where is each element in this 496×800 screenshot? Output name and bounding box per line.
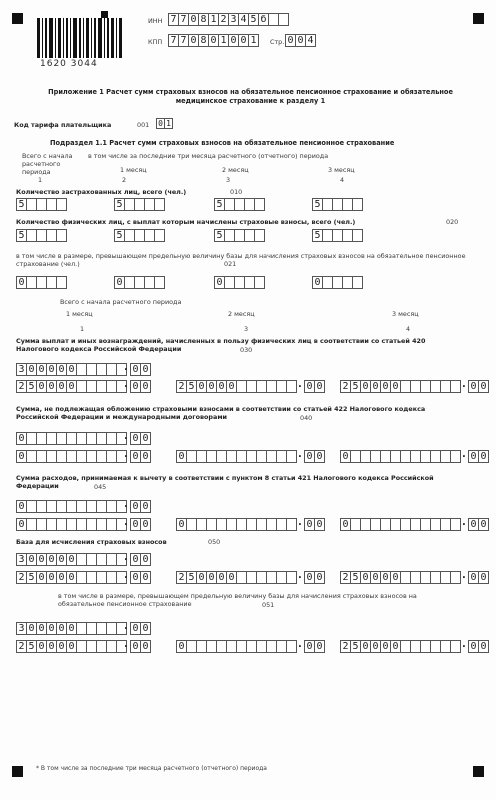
input-cell[interactable] [450,518,461,531]
input-cell[interactable] [450,571,461,584]
kpp-label: КПП [148,38,163,46]
amount-rub-cells [16,380,126,393]
input-cell[interactable] [254,276,265,289]
input-cell[interactable]: 1 [218,34,229,47]
registration-marker-bottom-left [12,766,23,777]
tariff-label: Код тарифа плательщика [14,121,112,129]
input-cell[interactable]: 5 [186,380,197,393]
input-cell[interactable]: 0 [468,380,479,393]
input-cell[interactable]: 3 [16,363,27,376]
input-cell[interactable]: 0 [478,640,489,653]
amount-rub-cells [16,432,126,445]
amount-rub-cells [340,640,460,653]
registration-marker-bottom-right [473,766,484,777]
input-cell[interactable]: 0 [140,363,151,376]
input-cell[interactable] [450,640,461,653]
amount-kop-cells [468,380,488,393]
input-cell[interactable]: 0 [176,518,187,531]
input-cell[interactable]: 0 [56,622,67,635]
input-cell[interactable]: 5 [26,380,37,393]
input-cell[interactable]: 0 [26,553,37,566]
count-cells [16,198,66,211]
amount-kop-cells [468,450,488,463]
input-cell[interactable]: 0 [468,571,479,584]
input-cell[interactable]: 4 [305,34,316,47]
input-cell[interactable]: 0 [140,380,151,393]
input-cell[interactable]: 0 [214,276,225,289]
input-cell[interactable]: 0 [66,553,77,566]
amount-rub-cells [176,450,296,463]
amount-rub-cells [340,571,460,584]
input-cell[interactable]: 0 [156,118,165,129]
input-cell[interactable]: 2 [16,380,27,393]
input-cell[interactable]: 0 [370,571,381,584]
input-cell[interactable] [352,198,363,211]
input-cell[interactable]: 0 [312,276,323,289]
row-020-code: 020 [446,218,459,226]
input-cell[interactable]: 0 [360,571,371,584]
input-cell[interactable]: 0 [390,640,401,653]
decimal-point: . [462,517,466,528]
input-cell[interactable]: 0 [16,450,27,463]
input-cell[interactable]: 0 [140,640,151,653]
amount-kop-cells [130,571,150,584]
input-cell[interactable]: 0 [208,34,219,47]
count-cells [312,229,362,242]
input-cell[interactable]: 0 [140,432,151,445]
appendix-title: Приложение 1 Расчет сумм страховых взносов на обязательное пенсионное страхование и обязательное медицинское страхование к разделу 1 [48,88,453,105]
input-cell[interactable]: 0 [370,640,381,653]
registration-marker-top-mid [101,11,108,18]
decimal-point: . [124,499,128,510]
input-cell[interactable] [286,518,297,531]
input-cell[interactable]: 0 [16,276,27,289]
count-cells [312,198,362,211]
row-045-code: 045 [94,483,107,491]
input-cell[interactable]: 3 [16,622,27,635]
input-cell[interactable]: 0 [16,518,27,531]
count-cells [114,198,164,211]
tariff-value-cells [156,118,172,129]
input-cell[interactable]: 0 [46,363,57,376]
lower-col-n4: 4 [406,325,411,333]
input-cell[interactable]: 0 [130,553,141,566]
input-cell[interactable]: 1 [248,34,259,47]
input-cell[interactable]: 0 [478,450,489,463]
input-cell[interactable] [286,380,297,393]
input-cell[interactable]: 0 [140,571,151,584]
input-cell[interactable]: 5 [26,571,37,584]
amount-kop-cells [304,640,324,653]
input-cell[interactable]: 0 [390,380,401,393]
input-cell[interactable]: 0 [130,518,141,531]
input-cell[interactable]: 0 [380,571,391,584]
decimal-point: . [124,379,128,390]
input-cell[interactable]: 0 [16,500,27,513]
input-cell[interactable]: 0 [56,363,67,376]
col-last-three: в том числе за последние три месяца расчетного (отчетного) периода [88,152,329,160]
input-cell[interactable]: 5 [114,229,125,242]
input-cell[interactable]: 0 [66,380,77,393]
row-030-code: 030 [240,346,253,354]
amount-kop-cells [468,571,488,584]
decimal-point: . [124,517,128,528]
count-cells [214,198,264,211]
input-cell[interactable]: 7 [178,13,189,26]
input-cell[interactable]: 0 [478,518,489,531]
decimal-point: . [462,449,466,460]
input-cell[interactable]: 0 [46,571,57,584]
input-cell[interactable]: 0 [360,640,371,653]
decimal-point: . [298,449,302,460]
amount-kop-cells [130,380,150,393]
row-040-label: Сумма, не подлежащая обложению страховыми взносами в соответствии со статьей 422 Налогового кодекса Российской Федерации и международными договорами [16,405,426,421]
input-cell[interactable]: 0 [216,571,227,584]
amount-kop-cells [130,622,150,635]
amount-rub-cells [16,640,126,653]
count-cells [214,229,264,242]
input-cell[interactable]: 0 [314,380,325,393]
col-m2: 2 месяц [222,166,249,174]
row-040-code: 040 [300,414,313,422]
amount-kop-cells [304,380,324,393]
inn-label: ИНН [148,17,163,25]
input-cell[interactable]: 0 [66,363,77,376]
decimal-point: . [124,621,128,632]
col-m3: 3 месяц [328,166,355,174]
decimal-point: . [124,431,128,442]
input-cell[interactable]: 0 [226,380,237,393]
input-cell[interactable]: 2 [340,571,351,584]
input-cell[interactable]: 0 [114,276,125,289]
row-021-label: в том числе в размере, превышающем предельную величину базы для начисления страховых взносов на обязательное пенсионное страхование (чел.) [16,252,466,268]
input-cell[interactable]: 0 [140,500,151,513]
input-cell[interactable]: 0 [36,363,47,376]
decimal-point: . [462,379,466,390]
barcode-image [37,18,123,58]
input-cell[interactable]: 0 [468,518,479,531]
subsection-title: Подраздел 1.1 Расчет сумм страховых взносов на обязательное пенсионное страхование [50,139,395,147]
input-cell[interactable]: 0 [468,450,479,463]
amount-kop-cells [468,518,488,531]
decimal-point: . [298,639,302,650]
input-cell[interactable] [154,229,165,242]
lower-col-m3: 3 месяц [392,310,419,318]
count-cells [16,229,66,242]
row-051-code: 051 [262,601,275,609]
input-cell[interactable]: 5 [312,198,323,211]
amount-kop-cells [468,640,488,653]
decimal-point: . [298,517,302,528]
lower-col-n3: 3 [244,325,249,333]
input-cell[interactable]: 1 [208,13,219,26]
count-cells [214,276,264,289]
input-cell[interactable] [278,13,289,26]
amount-kop-cells [304,450,324,463]
input-cell[interactable]: 0 [238,34,249,47]
row-021-code: 021 [224,260,237,268]
input-cell[interactable]: 0 [304,640,315,653]
input-cell[interactable] [450,380,461,393]
input-cell[interactable]: 5 [16,229,27,242]
input-cell[interactable]: 2 [340,380,351,393]
col-since-start: Всего с начала расчетного периода [22,152,73,176]
input-cell[interactable]: 0 [380,380,391,393]
input-cell[interactable]: 0 [66,571,77,584]
input-cell[interactable]: 0 [56,640,67,653]
input-cell[interactable]: 1 [164,118,173,129]
input-cell[interactable]: 0 [285,34,296,47]
lower-col-n1: 1 [80,325,85,333]
input-cell[interactable]: 0 [56,553,67,566]
input-cell[interactable]: 0 [304,571,315,584]
input-cell[interactable]: 5 [214,229,225,242]
input-cell[interactable]: 0 [196,380,207,393]
input-cell[interactable]: 0 [380,640,391,653]
input-cell[interactable]: 5 [26,640,37,653]
input-cell[interactable]: 0 [140,450,151,463]
input-cell[interactable]: 0 [36,553,47,566]
input-cell[interactable]: 0 [360,380,371,393]
input-cell[interactable]: 5 [350,571,361,584]
amount-kop-cells [304,518,324,531]
lower-col-m1: 1 месяц [66,310,93,318]
input-cell[interactable]: 5 [350,380,361,393]
row-050-code: 050 [208,538,221,546]
input-cell[interactable]: 0 [130,432,141,445]
page-digit-cells [285,34,315,47]
decimal-point: . [124,570,128,581]
input-cell[interactable]: 2 [16,640,27,653]
row-010-code: 010 [230,188,243,196]
input-cell[interactable]: 2 [218,13,229,26]
input-cell[interactable]: 0 [304,380,315,393]
amount-kop-cells [130,450,150,463]
input-cell[interactable]: 8 [198,13,209,26]
input-cell[interactable]: 0 [26,622,37,635]
amount-rub-cells [16,450,126,463]
input-cell[interactable]: 2 [16,571,27,584]
input-cell[interactable]: 0 [140,622,151,635]
col-m1: 1 месяц [120,166,147,174]
input-cell[interactable] [352,229,363,242]
input-cell[interactable] [286,450,297,463]
input-cell[interactable] [154,276,165,289]
input-cell[interactable]: 0 [36,380,47,393]
decimal-point: . [462,639,466,650]
registration-marker-top-right [473,13,484,24]
input-cell[interactable]: 0 [176,450,187,463]
decimal-point: . [462,570,466,581]
input-cell[interactable]: 0 [56,380,67,393]
input-cell[interactable]: 0 [340,450,351,463]
lower-col-m2: 2 месяц [228,310,255,318]
input-cell[interactable] [352,276,363,289]
amount-rub-cells [340,518,460,531]
amount-rub-cells [16,363,126,376]
input-cell[interactable] [56,229,67,242]
row-020-label: Количество физических лиц, с выплат которым начислены страховые взносы, всего (чел.) [16,218,356,226]
input-cell[interactable]: 0 [16,432,27,445]
input-cell[interactable]: 0 [36,640,47,653]
input-cell[interactable]: 0 [176,640,187,653]
input-cell[interactable] [154,198,165,211]
input-cell[interactable]: 0 [140,518,151,531]
amount-rub-cells [16,518,126,531]
input-cell[interactable]: 0 [46,553,57,566]
amount-kop-cells [304,571,324,584]
barcode-number: 1620 3044 [40,59,98,69]
input-cell[interactable] [254,198,265,211]
input-cell[interactable]: 0 [56,571,67,584]
input-cell[interactable]: 0 [370,380,381,393]
amount-rub-cells [16,571,126,584]
kpp-digit-cells [168,34,258,47]
input-cell[interactable] [286,571,297,584]
count-cells [16,276,66,289]
input-cell[interactable]: 7 [178,34,189,47]
amount-rub-cells [16,553,126,566]
row-051-label: в том числе в размере, превышающем предельную величину базы для начисления страховых взносов на обязательное пенсионное страхование [58,592,417,608]
input-cell[interactable]: б [258,13,269,26]
amount-kop-cells [130,553,150,566]
input-cell[interactable]: 7 [168,34,179,47]
amount-rub-cells [16,622,126,635]
input-cell[interactable]: 3 [16,553,27,566]
amount-rub-cells [340,450,460,463]
input-cell[interactable]: 5 [214,198,225,211]
count-cells [114,229,164,242]
input-cell[interactable]: 0 [226,571,237,584]
amount-kop-cells [130,500,150,513]
decimal-point: . [124,362,128,373]
amount-kop-cells [130,432,150,445]
input-cell[interactable]: 0 [66,622,77,635]
input-cell[interactable]: 5 [248,13,259,26]
count-cells [312,276,362,289]
input-cell[interactable]: 0 [130,380,141,393]
decimal-point: . [124,449,128,460]
input-cell[interactable]: 0 [295,34,306,47]
input-cell[interactable] [450,450,461,463]
input-cell[interactable]: 0 [26,363,37,376]
page-label: Стр. [270,38,285,46]
input-cell[interactable]: 0 [314,640,325,653]
input-cell[interactable]: 0 [390,571,401,584]
input-cell[interactable]: 2 [340,640,351,653]
amount-kop-cells [130,640,150,653]
registration-marker-top-left [12,13,23,24]
input-cell[interactable]: 2 [176,571,187,584]
input-cell[interactable]: 0 [314,571,325,584]
input-cell[interactable]: 5 [114,198,125,211]
input-cell[interactable] [286,640,297,653]
input-cell[interactable] [254,229,265,242]
input-cell[interactable]: 8 [198,34,209,47]
decimal-point: . [298,379,302,390]
amount-rub-cells [176,518,296,531]
col-n2: 2 [122,176,127,184]
input-cell[interactable]: 0 [130,500,141,513]
row-045-label: Сумма расходов, принимаемая к вычету в соответствии с пунктом 8 статьи 421 Налогового кодекса Российской Федерации [16,474,434,490]
col-n4: 4 [340,176,345,184]
input-cell[interactable]: 0 [130,622,141,635]
input-cell[interactable]: 0 [314,450,325,463]
input-cell[interactable]: 0 [206,380,217,393]
amount-kop-cells [130,518,150,531]
inn-digit-cells [168,13,288,26]
input-cell[interactable]: 0 [130,640,141,653]
input-cell[interactable]: 5 [350,640,361,653]
input-cell[interactable]: 5 [186,571,197,584]
input-cell[interactable]: 0 [188,34,199,47]
input-cell[interactable]: 0 [304,518,315,531]
input-cell[interactable]: 0 [228,34,239,47]
decimal-point: . [124,552,128,563]
decimal-point: . [124,639,128,650]
input-cell[interactable]: 0 [46,380,57,393]
col-n1: 1 [38,176,43,184]
amount-rub-cells [176,571,296,584]
amount-rub-cells [176,640,296,653]
footnote: * В том числе за последние три месяца расчетного (отчетного) периода [36,765,267,772]
input-cell[interactable] [56,198,67,211]
amount-rub-cells [340,380,460,393]
input-cell[interactable]: 4 [238,13,249,26]
col-n3: 3 [226,176,231,184]
input-cell[interactable]: 5 [312,229,323,242]
input-cell[interactable]: 0 [140,553,151,566]
input-cell[interactable]: 0 [130,450,141,463]
input-cell[interactable]: 3 [228,13,239,26]
input-cell[interactable]: 0 [304,450,315,463]
input-cell[interactable] [56,276,67,289]
input-cell[interactable]: 0 [46,640,57,653]
input-cell[interactable]: 5 [16,198,27,211]
input-cell[interactable]: 0 [478,380,489,393]
row-010-label: Количество застрахованных лиц, всего (чел.) [16,188,187,196]
input-cell[interactable]: 0 [468,640,479,653]
input-cell[interactable]: 0 [340,518,351,531]
input-cell[interactable]: 0 [314,518,325,531]
input-cell[interactable]: 0 [196,571,207,584]
amount-kop-cells [130,363,150,376]
input-cell[interactable]: 7 [168,13,179,26]
tariff-code: 001 [137,121,150,129]
input-cell[interactable]: 0 [66,640,77,653]
input-cell[interactable]: 0 [216,380,227,393]
amount-rub-cells [16,500,126,513]
lower-col-since-start: Всего с начала расчетного периода [60,298,182,306]
count-cells [114,276,164,289]
input-cell[interactable]: 0 [36,571,47,584]
input-cell[interactable]: 2 [176,380,187,393]
input-cell[interactable]: 0 [130,571,141,584]
input-cell[interactable]: 0 [46,622,57,635]
input-cell[interactable]: 0 [206,571,217,584]
row-030-label: Сумма выплат и иных вознаграждений, начисленных в пользу физических лиц в соответствии со статьей 420 Налогового кодекса Российской Федерации [16,337,426,353]
amount-rub-cells [176,380,296,393]
input-cell[interactable]: 0 [130,363,141,376]
input-cell[interactable]: 0 [188,13,199,26]
decimal-point: . [298,570,302,581]
row-050-label: База для исчисления страховых взносов [16,538,167,546]
input-cell[interactable]: 0 [478,571,489,584]
input-cell[interactable]: 0 [36,622,47,635]
